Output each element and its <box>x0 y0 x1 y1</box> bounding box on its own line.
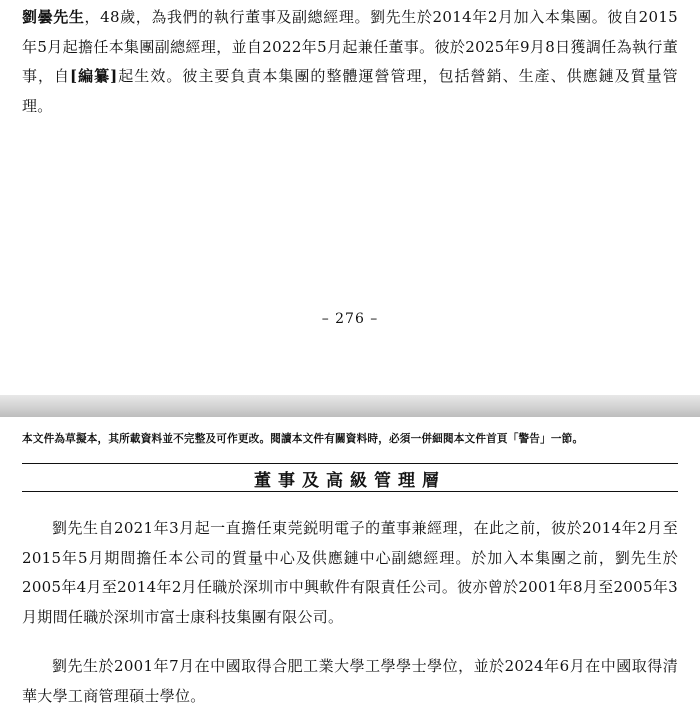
lower-page <box>0 417 700 714</box>
career-paragraph: 劉先生自2021年3月起一直擔任東莞鋭明電子的董事兼經理，在此之前，彼於2014年2月至2015年5月期間擔任本公司的質量中心及供應鏈中心副總經理。於加入本集團之前，劉先生於2005年4月至2014年2月任職於深圳市中興軟件有限責任公司。彼亦曾於2001年8月至2005年3月期間任職於深圳市富士康科技集團有限公司。 <box>22 519 678 626</box>
title-rule-top <box>22 463 678 464</box>
bio-text-part-1: ，48歲，為我們的執行董事及副總經理。劉先生於2014年2月加入本集團。彼自2015年5月起擔任本集團副總經理，並自2022年5月起兼任董事。彼於2025年9月8日獲調任為執行董事，自 <box>22 8 678 85</box>
title-rule-bottom <box>22 491 678 492</box>
redacted-placeholder: [編纂] <box>70 67 118 85</box>
director-bio-paragraph <box>22 3 678 121</box>
draft-warning-banner: 本文件為草擬本，其所載資料並不完整及可作更改。閱讀本文件有關資料時，必須一併細閱本文件首頁「警告」一節。 <box>22 433 584 445</box>
director-name: 劉曇先生 <box>22 8 85 26</box>
education-paragraph: 劉先生於2001年7月在中國取得合肥工業大學工學學士學位，並於2024年6月在中國取得清華大學工商管理碩士學位。 <box>22 657 678 705</box>
section-title: 董事及高級管理層 <box>254 471 446 491</box>
bio-text-part-2: 起生效。彼主要負責本集團的整體運營管理，包括營銷、生產、供應鏈及質量管理。 <box>22 67 678 115</box>
page-separator <box>0 395 700 417</box>
page-number: – 276 – <box>321 311 379 327</box>
